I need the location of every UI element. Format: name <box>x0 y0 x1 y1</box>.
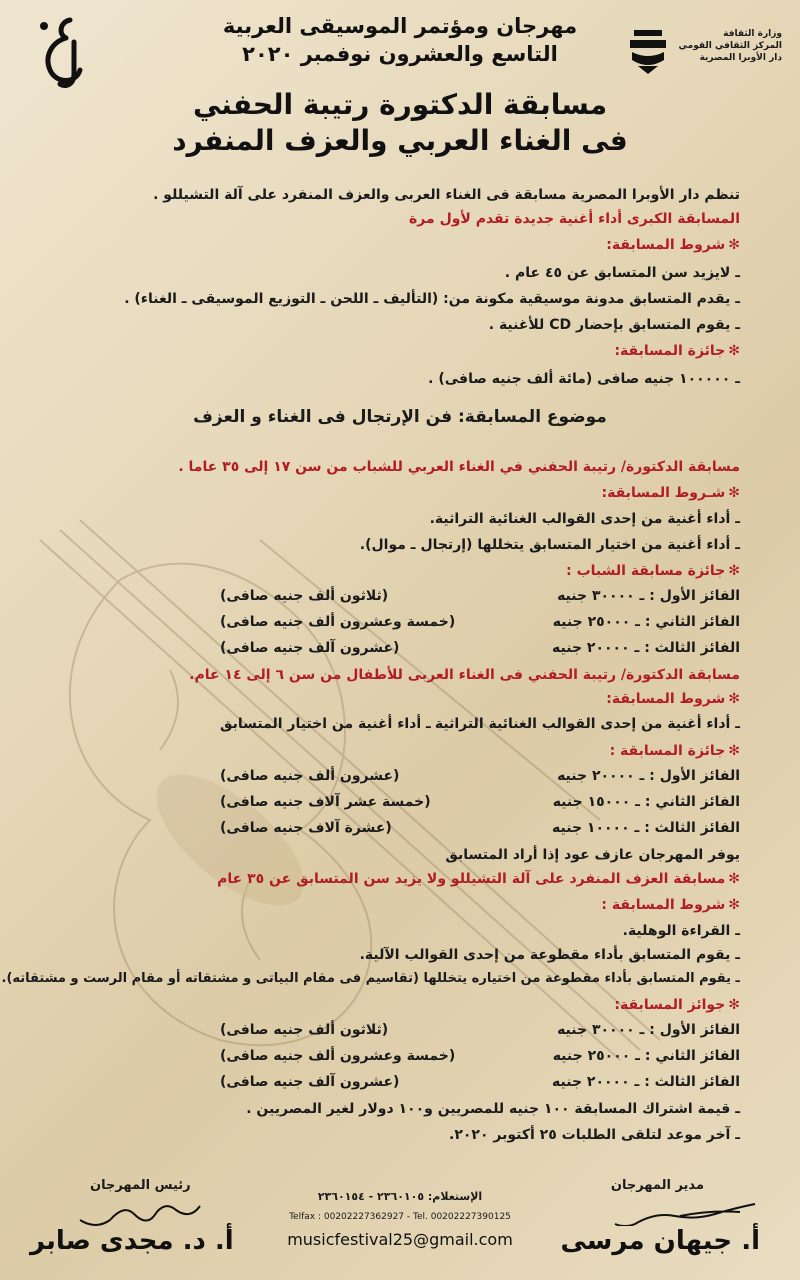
condition-item: ـ أداء أغنية من اختيار المتسابق <box>220 716 431 732</box>
ministry-logo <box>622 22 782 82</box>
director-signature-icon <box>610 1196 760 1226</box>
prize-row <box>220 820 740 838</box>
director-title: مدير المهرجان <box>610 1178 704 1193</box>
ministry-text <box>670 28 782 64</box>
deadline-note: ـ آخر موعد لتلقى الطلبات ٢٥ أكتوبر ٢٠٢٠. <box>449 1127 740 1143</box>
bullet-icon: ✻ <box>728 997 740 1013</box>
prize-words: (خمسة عشر آلاف جنيه صافى) <box>220 794 431 810</box>
ministry-line: دار الأوبرا المصرية <box>699 53 782 63</box>
prize-row <box>220 1022 740 1040</box>
chairman-signature-icon <box>70 1196 210 1226</box>
major-competition-heading: المسابقة الكبرى أداء أغنية جديدة تقدم لأول مرة <box>409 211 740 227</box>
prize-amount: الفائز الأول : ـ ٣٠٠٠٠ جنيه <box>557 1022 740 1038</box>
prize-words: (ثلاثون ألف جنيه صافى) <box>220 588 389 604</box>
heading-text: جائزة مسابقة الشباب : <box>566 563 726 579</box>
conditions-row <box>220 716 740 734</box>
bullet-icon: ✻ <box>728 743 740 759</box>
phone-info: الإستعلام: ٢٣٦٠١٠٥ - ٢٣٦٠١٥٤ <box>317 1190 483 1203</box>
heading-text: شروط المسابقة: <box>606 237 726 253</box>
prize-row <box>220 1048 740 1066</box>
condition-item: ـ أداء أغنية من إحدى القوالب الغنائية التراثية. <box>429 511 740 527</box>
heading-text: جائزة المسابقة : <box>609 743 726 759</box>
prize-row <box>220 588 740 606</box>
prize-words: (عشرون آلف جنيه صافى) <box>220 1074 400 1090</box>
heading-text: جائزة المسابقة: <box>614 343 726 359</box>
section-heading <box>20 896 740 914</box>
prize-row <box>220 1074 740 1092</box>
bullet-icon: ✻ <box>728 343 740 359</box>
heading-text: جوائز المسابقة: <box>614 997 726 1013</box>
chairman-name: أ. د. مجدى صابر <box>30 1226 234 1256</box>
competition-subtitle: فى الغناء العربي والعزف المنفرد <box>172 124 628 157</box>
prize-amount: الفائز الثاني : ـ ٢٥٠٠٠ جنيه <box>552 1048 740 1064</box>
topic-heading: موضوع المسابقة: فن الإرتجال فى الغناء و العزف <box>193 407 607 427</box>
bullet-icon: ✻ <box>728 237 740 253</box>
section-heading <box>20 484 740 502</box>
condition-item: ـ أداء أغنية من اختيار المتسابق يتخللها (إرتجال ـ موال). <box>359 537 740 553</box>
prize-row <box>220 794 740 812</box>
condition-item: ـ يقوم المتسابق بإحضار CD للأغنية . <box>488 317 740 333</box>
prize-amount: الفائز الثاني : ـ ٢٥٠٠٠ جنيه <box>552 614 740 630</box>
section-heading <box>20 342 740 360</box>
section-heading <box>20 690 740 708</box>
bullet-icon: ✻ <box>728 897 740 913</box>
ministry-line: وزارة الثقافة <box>723 29 782 39</box>
condition-item: ـ لايزيد سن المتسابق عن ٤٥ عام . <box>504 265 740 281</box>
cello-competition-heading <box>20 870 740 888</box>
prize-words: (عشرون آلف جنيه صافى) <box>220 640 400 656</box>
prize-amount: الفائز الثالث : ـ ٢٠٠٠٠ جنيه <box>552 1074 740 1090</box>
bullet-icon: ✻ <box>728 871 740 887</box>
section-heading <box>20 996 740 1014</box>
heading-text: شروط المسابقة : <box>601 897 726 913</box>
prize-row <box>220 640 740 658</box>
prize-words: (خمسة وعشرون ألف جنيه صافى) <box>220 1048 456 1064</box>
prize-amount: الفائز الثاني : ـ ١٥٠٠٠ جنيه <box>552 794 740 810</box>
prize-item: ـ ١٠٠٠٠٠ جنيه صافى (مائة ألف جنيه صافى) . <box>428 371 740 387</box>
director-name: أ. جيهان مرسى <box>560 1226 760 1256</box>
bullet-icon: ✻ <box>728 563 740 579</box>
ministry-line: المركز الثقافي القومي <box>678 41 782 51</box>
section-heading <box>20 236 740 254</box>
prize-words: (خمسة وعشرون ألف جنيه صافى) <box>220 614 456 630</box>
prize-words: (عشرون ألف جنيه صافى) <box>220 768 400 784</box>
prize-amount: الفائز الثالث : ـ ٢٠٠٠٠ جنيه <box>552 640 740 656</box>
prize-row <box>220 768 740 786</box>
condition-item: ـ القراءة الوهلية. <box>622 923 740 939</box>
email-link[interactable]: musicfestival25@gmail.com <box>287 1230 513 1249</box>
children-competition-heading: مسابقة الدكتورة/ رتيبة الحفني فى الغناء العربى للأطفال من سن ٦ إلى ١٤ عام. <box>189 667 740 683</box>
competition-title: مسابقة الدكتورة رتيبة الحفني <box>192 88 608 121</box>
prize-words: (ثلاثون ألف جنيه صافى) <box>220 1022 389 1038</box>
intro-text: تنظم دار الأوبرا المصرية مسابقة فى الغناء العربى والعزف المنفرد على آلة التشيللو . <box>153 187 740 203</box>
bullet-icon: ✻ <box>728 485 740 501</box>
condition-item: ـ أداء أغنية من إحدى القوالب الغنائية التراثية <box>434 716 740 732</box>
fax-info: Telfax : 00202227362927 - Tel. 00202227390125 <box>289 1212 511 1222</box>
youth-competition-heading: مسابقة الدكتورة/ رتيبة الحفني في الغناء العربي للشباب من سن ١٧ إلى ٣٥ عاما . <box>178 459 740 475</box>
condition-item: ـ يقدم المتسابق مدونة موسيقية مكونة من: (التأليف ـ اللحن ـ التوزيع الموسيقى ـ الغناء) . <box>124 291 740 307</box>
heading-text: شـروط المسابقة: <box>601 485 726 501</box>
festival-title: مهرجان ومؤتمر الموسيقى العربية <box>222 14 578 38</box>
prize-amount: الفائز الأول : ـ ٣٠٠٠٠ جنيه <box>557 588 740 604</box>
prize-words: (عشرة آلاف جنيه صافى) <box>220 820 392 836</box>
oud-note: يوفر المهرجان عازف عود إذا أراد المتسابق <box>445 847 740 863</box>
opera-house-icon <box>628 26 668 74</box>
festival-logo-icon <box>30 12 96 90</box>
condition-item: ـ يقوم المتسابق بأداء مقطوعة من اختياره يتخللها (تقاسيم فى مقام البياتى و مشتقاته أو مقام الرست و مشتقاته). <box>1 971 740 986</box>
prize-amount: الفائز الأول : ـ ٢٠٠٠٠ جنيه <box>557 768 740 784</box>
prize-row <box>220 614 740 632</box>
bullet-icon: ✻ <box>728 691 740 707</box>
fee-note: ـ قيمة اشتراك المسابقة ١٠٠ جنيه للمصريين و١٠٠ دولار لغير المصريين . <box>246 1101 740 1117</box>
heading-text: شروط المسابقة: <box>606 691 726 707</box>
chairman-title: رئيس المهرجان <box>90 1178 191 1193</box>
section-heading <box>20 562 740 580</box>
section-heading <box>20 742 740 760</box>
condition-item: ـ يقوم المتسابق بأداء مقطوعة من إحدى القوالب الآلية. <box>359 947 740 963</box>
prize-amount: الفائز الثالث : ـ ١٠٠٠٠ جنيه <box>552 820 740 836</box>
heading-text: مسابقة العزف المنفرد على آلة التشيللو ولا يزيد سن المتسابق عن ٣٥ عام <box>217 871 726 887</box>
festival-subtitle: التاسع والعشرون نوفمبر ٢٠٢٠ <box>242 42 558 66</box>
